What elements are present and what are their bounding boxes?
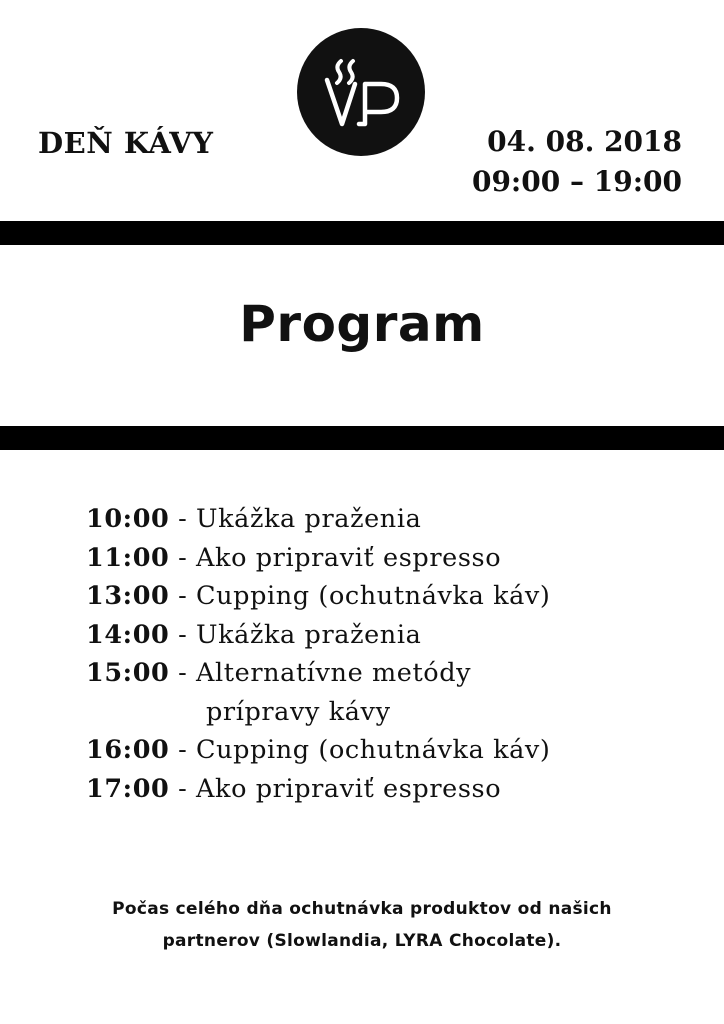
divider-bar-bottom [0, 426, 724, 450]
schedule-activity: - Alternatívne metódy [169, 658, 472, 688]
schedule-item [86, 577, 551, 616]
coffee-cup-vp-logo-icon [297, 28, 425, 156]
schedule-item [86, 731, 551, 770]
schedule-time: 15:00 [86, 658, 170, 688]
schedule-item [86, 654, 551, 731]
schedule-list [86, 500, 551, 808]
schedule-time: 10:00 [86, 504, 170, 534]
page-title: Program [239, 295, 485, 353]
schedule-activity: - Ukážka praženia [169, 619, 422, 650]
schedule-item [86, 616, 551, 655]
schedule-activity: - Cupping (ochutnávka káv) [169, 735, 551, 765]
divider-bar-top [0, 221, 724, 245]
event-hours: 09:00 – 19:00 [471, 165, 682, 198]
schedule-time: 13:00 [86, 581, 170, 611]
schedule-item [86, 539, 551, 578]
footer-note [0, 893, 724, 957]
footer-line: partnerov (Slowlandia, LYRA Chocolate). [162, 931, 562, 951]
schedule-activity: - Cupping (ochutnávka káv) [169, 581, 551, 611]
schedule-activity-continuation: prípravy kávy [206, 696, 391, 727]
schedule-activity: - Ako pripraviť espresso [169, 542, 502, 573]
schedule-time: 16:00 [86, 735, 170, 765]
schedule-item [86, 770, 551, 809]
schedule-time: 11:00 [86, 542, 170, 573]
schedule-activity: - Ako pripraviť espresso [169, 773, 502, 804]
schedule-time: 14:00 [86, 619, 170, 650]
footer-line: Počas celého dňa ochutnávka produktov od našich [112, 899, 612, 919]
schedule-item [86, 500, 551, 539]
event-title: DEŇ KÁVY [38, 126, 214, 160]
event-date: 04. 08. 2018 [487, 125, 682, 158]
event-date-time [472, 122, 682, 202]
schedule-activity: - Ukážka praženia [169, 504, 422, 534]
schedule-time: 17:00 [86, 773, 170, 804]
